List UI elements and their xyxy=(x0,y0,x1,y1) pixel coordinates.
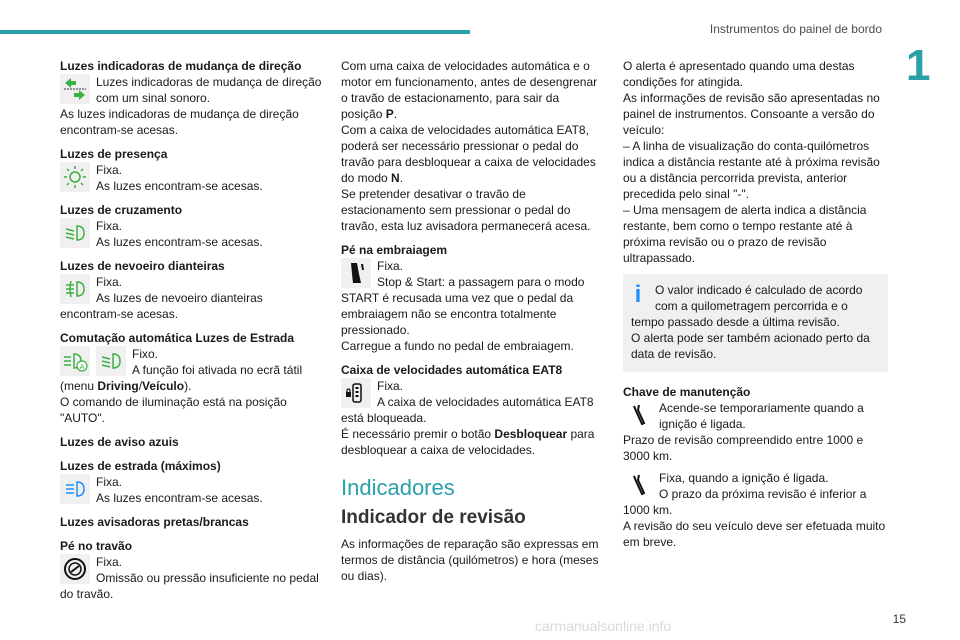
heading-service-indicator: Indicador de revisão xyxy=(341,507,526,528)
section-service-due xyxy=(623,470,888,550)
wrench-icon xyxy=(623,400,653,430)
section-text: Carregue a fundo no pedal de embraiagem. xyxy=(341,339,574,353)
section-high-beam xyxy=(60,458,322,506)
paragraph: – A linha de visualização do conta-quilómetros indica a distância restante até à próxima revisão ou a distância percorrida prevista, anterior precedida pelo sinal "-". xyxy=(623,139,880,201)
section-title: Luzes indicadoras de mudança de direção xyxy=(60,59,302,73)
section-text: Acende-se temporariamente quando a ignição é ligada. xyxy=(659,401,864,431)
section-title: Luzes de aviso azuis xyxy=(60,435,179,449)
section-title: Luzes de cruzamento xyxy=(60,203,183,217)
watermark: carmanualsonline.info xyxy=(535,618,672,634)
section-text: Fixa. xyxy=(377,379,404,393)
section-text: A caixa de velocidades automática EAT8 está bloqueada. xyxy=(341,395,594,425)
section-text: Fixa. xyxy=(96,275,123,289)
section-foot-on-brake xyxy=(60,538,322,602)
section-text: O comando de iluminação está na posição "AUTO". xyxy=(60,395,287,425)
page-header-title: Instrumentos do painel de bordo xyxy=(709,22,882,36)
brake-pedal-icon xyxy=(60,554,90,584)
auto-high-beam-icon xyxy=(60,346,90,376)
section-text: Fixa, quando a ignição é ligada. xyxy=(659,471,829,485)
info-note xyxy=(623,274,888,372)
section-title: Luzes de presença xyxy=(60,147,168,161)
section-dipped-beam xyxy=(60,202,322,250)
heading-indicators: Indicadores xyxy=(341,475,455,500)
section-title: Caixa de velocidades automática EAT8 xyxy=(341,363,563,377)
section-position-lights xyxy=(60,146,322,194)
section-eat8 xyxy=(341,362,603,458)
section-text: Fixa. xyxy=(96,555,123,569)
section-title: Luzes de estrada (máximos) xyxy=(60,459,221,473)
section-text: Omissão ou pressão insuficiente no pedal do travão. xyxy=(60,571,319,601)
note-text: O valor indicado é calculado de acordo com a quilometragem percorrida e o tempo passado desde a última revisão. xyxy=(631,283,863,329)
section-service-wrench xyxy=(623,384,888,464)
paragraph: Se pretender desativar o travão de estacionamento sem pressionar o pedal do travão, esta luz avisadora permanecerá acesa. xyxy=(341,187,591,233)
high-beam-icon xyxy=(60,474,90,504)
section-text: Fixa. xyxy=(96,163,123,177)
section-text: É necessário premir o botão Desbloquear para desbloquear a caixa de velocidades. xyxy=(341,427,595,457)
paragraph: Com uma caixa de velocidades automática e o motor em funcionamento, antes de desengrenar o travão de estacionamento, para sair da posição P. xyxy=(341,59,598,121)
section-text: Stop & Start: a passagem para o modo START é recusada uma vez que o pedal da embraiagem não se encontra totalmente pressionado. xyxy=(341,275,585,337)
column-3 xyxy=(623,58,888,550)
chapter-number: 1 xyxy=(906,41,931,90)
section-text: As luzes encontram-se acesas. xyxy=(96,235,263,249)
auto-dipped-beam-icon xyxy=(96,346,126,376)
front-fog-icon xyxy=(60,274,90,304)
dipped-beam-icon xyxy=(60,218,90,248)
page-number: 15 xyxy=(892,612,906,626)
note-text: O alerta pode ser também acionado perto da data de revisão. xyxy=(631,331,870,361)
section-text: Prazo de revisão compreendido entre 1000 e 3000 km. xyxy=(623,433,864,463)
position-lights-icon xyxy=(60,162,90,192)
section-title: Luzes avisadoras pretas/brancas xyxy=(60,515,249,529)
paragraph: O alerta é apresentado quando uma destas condições for atingida. xyxy=(623,59,855,89)
section-text: O prazo da próxima revisão é inferior a 1000 km. xyxy=(623,487,867,517)
gearbox-lock-icon xyxy=(341,378,371,408)
section-text: Fixa. xyxy=(377,259,404,273)
section-title: Comutação automática Luzes de Estrada xyxy=(60,331,295,345)
section-text: As luzes encontram-se acesas. xyxy=(96,491,263,505)
section-title: Luzes de nevoeiro dianteiras xyxy=(60,259,225,273)
turn-signal-icon xyxy=(60,74,90,104)
section-text: As luzes de nevoeiro dianteiras encontram-se acesas. xyxy=(60,291,263,321)
section-text: Fixa. xyxy=(96,475,123,489)
wrench-icon xyxy=(623,470,653,500)
svg-text:A: A xyxy=(79,364,85,371)
column-2 xyxy=(341,58,603,584)
section-auto-high-beam xyxy=(60,330,322,426)
section-text: Luzes indicadoras de mudança de direção com um sinal sonoro. xyxy=(96,75,322,105)
info-icon: i xyxy=(634,281,642,308)
paragraph: – Uma mensagem de alerta indica a distância restante, bem como o tempo restante até à próxima revisão ou o prazo de revisão ultrapassado. xyxy=(623,203,867,265)
paragraph: As informações de revisão são apresentadas no painel de instrumentos. Consoante a versão do veículo: xyxy=(623,91,880,137)
section-title: Chave de manutenção xyxy=(623,385,751,399)
section-text: As luzes indicadoras de mudança de direção encontram-se acesas. xyxy=(60,107,299,137)
section-black-white-warning xyxy=(60,514,322,530)
section-text: Fixa. xyxy=(96,219,123,233)
clutch-foot-icon xyxy=(341,258,371,288)
section-text: As luzes encontram-se acesas. xyxy=(96,179,263,193)
section-text: Fixo. xyxy=(132,347,159,361)
section-front-fog xyxy=(60,258,322,322)
column-1 xyxy=(60,58,322,602)
section-turn-indicators xyxy=(60,58,322,138)
section-blue-warning xyxy=(60,434,322,450)
paragraph: As informações de reparação são expressas em termos de distância (quilómetros) e hora (meses ou dias). xyxy=(341,537,599,583)
section-title: Pé no travão xyxy=(60,539,133,553)
paragraph: Com a caixa de velocidades automática EAT8, poderá ser necessário pressionar o pedal do travão para desbloquear a caixa de velocidades do modo N. xyxy=(341,123,596,185)
header-accent-bar xyxy=(0,30,470,34)
section-title: Pé na embraiagem xyxy=(341,243,448,257)
section-foot-on-clutch xyxy=(341,242,603,354)
section-text: A revisão do seu veículo deve ser efetuada muito em breve. xyxy=(623,519,886,549)
section-text: A função foi ativada no ecrã tátil (menu Driving/Veículo). xyxy=(60,363,303,393)
